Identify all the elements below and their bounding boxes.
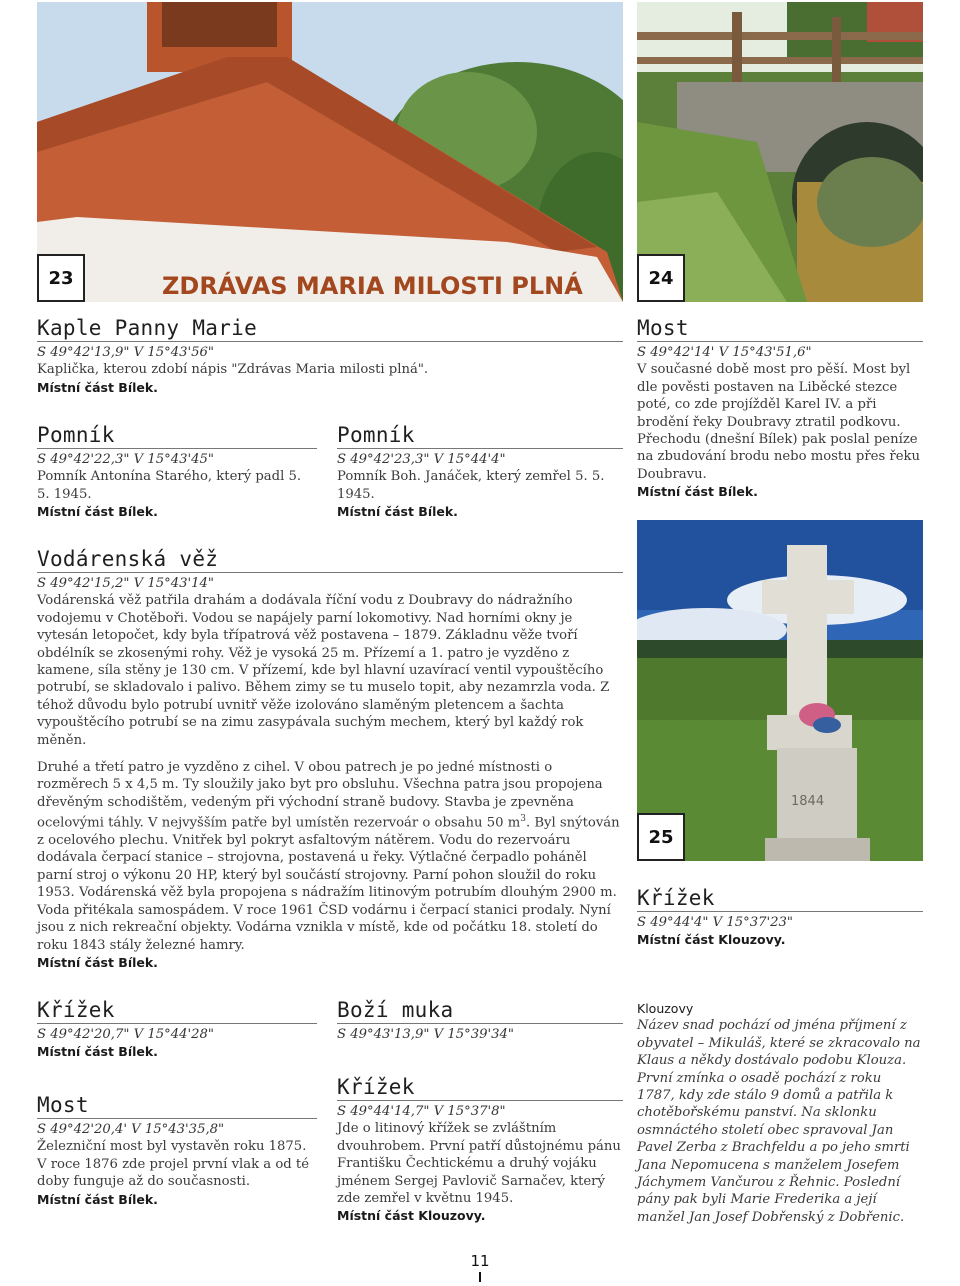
kaple-rule	[37, 341, 623, 342]
page-number-text: 11	[470, 1252, 490, 1270]
most2-rule	[37, 1118, 317, 1119]
pomnik2-title: Pomník	[337, 423, 415, 447]
krizek-kl-title: Křížek	[337, 1075, 415, 1099]
pomnik2-rule	[337, 448, 623, 449]
krizek-kl-coord: S 49°44'14,7" V 15°37'8"	[337, 1104, 506, 1119]
pomnik1-text: Pomník Antonína Starého, který padl 5. 5. 1945.	[37, 469, 302, 502]
krizek25-rule	[637, 911, 923, 912]
page-number-tick	[479, 1272, 481, 1282]
vez-paragraph-2-sup: 3	[520, 814, 526, 825]
pomnik1-location: Místní část Bílek.	[37, 504, 158, 520]
pomnik1-coord: S 49°42'22,3" V 15°43'45"	[37, 452, 214, 467]
pomnik2-location: Místní část Bílek.	[337, 504, 458, 520]
page-number	[460, 1252, 500, 1282]
krizek25-title: Křížek	[637, 886, 715, 910]
most1-section	[637, 316, 923, 501]
klouzovy-section	[637, 1000, 923, 1226]
vez-coord: S 49°42'15,2" V 15°43'14"	[37, 576, 214, 591]
pomnik2-coord: S 49°42'23,3" V 15°44'4"	[337, 452, 506, 467]
krizek-bilek-rule	[37, 1023, 317, 1024]
vez-paragraph-2b: . Byl snýtován z ocelového plechu. Vnitřek byl pokryt asfaltovým nátěrem. Vodu do rezervoáru dodávala čerpací stanice – strojovna, postavená u řeky. Výtlačné čerpadlo poháněl parní stroj o výkonu 20 HP, který byl součástí strojovny. Parní pohon sloužil do roku 1953. Vodárenská věž byla propojena s nádražím litinovým potrubím dlouhým 2900 m. Voda přitékala samospádem. V roce 1961 ČSD vodárnu i čerpací stanici prodaly. Nyní jsou z nich rekreační objekty. Vodárna vznikla v místě, kde od počátku 18. století do roku 1843 stály železné hamry.	[37, 815, 620, 953]
krizek25-section	[637, 886, 923, 949]
pomnik1-title: Pomník	[37, 423, 115, 447]
most1-title: Most	[637, 316, 689, 340]
pomnik1-section	[37, 423, 317, 521]
chapel-photo	[37, 2, 623, 302]
cross-year-text: 1844	[791, 794, 825, 809]
most1-location: Místní část Bílek.	[637, 484, 758, 500]
badge-24: 24	[637, 254, 685, 302]
vez-section	[37, 547, 623, 971]
krizek-kl-location: Místní část Klouzovy.	[337, 1208, 486, 1224]
most1-text: V současné době most pro pěší. Most byl dle pověsti postaven na Liběcké stezce poté, co zde projížděl Karel IV. a při brodění řeky Doubravy ztratil podkovu. Přechodu (dnešní Bílek) pak poslal peníze na zbudování brodu nebo mostu přes řeku Doubravu.	[637, 362, 921, 482]
chapel-sign-text: ZDRÁVAS MARIA MILOSTI PLNÁ	[162, 272, 583, 300]
vez-rule	[37, 572, 623, 573]
vez-paragraph-2a: Druhé a třetí patro je vyzděno z cihel. V obou patrech je po jedné místnosti o rozměrech 5 x 4,5 m. Ty sloužily jako byt pro obsluhu. Všechna patra jsou propojena dřevěným schodištěm, vedeným při východní straně budovy. Stavba je zpevněna ocelovými táhly. V nejvyšším patře byl umístěn rezervoár o obsahu 50 m	[37, 760, 603, 831]
krizek-bilek-section	[37, 998, 317, 1061]
vez-location: Místní část Bílek.	[37, 954, 158, 970]
vez-title: Vodárenská věž	[37, 547, 219, 571]
kaple-location: Místní část Bílek.	[37, 379, 158, 395]
most1-rule	[637, 341, 923, 342]
krizek-kl-text: Jde o litinový křížek se zvláštním dvouhrobem. První patří důstojnému pánu Františku Čechtickému a druhý vojáku jménem Sergej Pavlovič Sarnačev, který zde zemřel v květnu 1945.	[337, 1121, 621, 1207]
most2-location: Místní část Bílek.	[37, 1191, 158, 1207]
cross-photo	[637, 520, 923, 861]
krizek25-coord: S 49°44'4" V 15°37'23"	[637, 915, 793, 930]
bozi-muka-rule	[337, 1023, 623, 1024]
kaple-section	[37, 316, 623, 396]
krizek-bilek-coord: S 49°42'20,7" V 15°44'28"	[37, 1027, 214, 1042]
vez-paragraph-1: Vodárenská věž patřila drahám a dodávala říční vodu z Doubravy do nádražního vodojemu v Chotěboři. Vodou se napájely parní lokomotivy. Nad horními okny je vytesán letopočet, kdy byla třípatrová věž postavena – 1879. Základnu věže tvoří obdélník se zkosenými rohy. Věž je vysoká 25 m. Přízemí a 1. patro je vyzděno z kamene, síla stěny je 130 cm. V přízemí, kde byl hlavní uzavírací ventil vypouštěcího potrubí, se skladovalo i palivo. Během zimy se tu muselo topit, aby nezamrzla voda. Z téhož důvodu bylo potrubí uvnitř věže izolováno slaměným pletencem a šachta vypouštěcího potrubí se na zimu zasypávala suchým mechem, který byl každý rok měněn.	[37, 593, 610, 748]
kaple-title: Kaple Panny Marie	[37, 316, 258, 340]
krizek-kl-rule	[337, 1100, 623, 1101]
most2-title: Most	[37, 1093, 89, 1117]
kaple-coord: S 49°42'13,9" V 15°43'56"	[37, 345, 214, 360]
most2-coord: S 49°42'20,4' V 15°43'35,8"	[37, 1122, 225, 1137]
bozi-muka-title: Boží muka	[337, 998, 454, 1022]
krizek-bilek-location: Místní část Bílek.	[37, 1044, 158, 1060]
klouzovy-text: Název snad pochází od jména příjmení z obyvatel – Mikuláš, které se zkracovalo na Klaus a někdy dostávalo podobu Klouza. První zmínka o osadě pochází z roku 1787, kdy zde stálo 9 domů a patřila k chotěbořskému panství. Na sklonku osmnáctého století obec spravoval Jan Pavel Zerba z Brachfeldu a po jeho smrti Jana Nepomucena s manželem Josefem Jáchymem Vančurou z Řehnic. Poslední pány pak byli Marie Frederika a její manžel Jan Josef Dobřenský z Dobřenic.	[637, 1018, 921, 1225]
vez-paragraph-2	[37, 759, 623, 954]
most1-coord: S 49°42'14' V 15°43'51,6"	[637, 345, 812, 360]
badge-23: 23	[37, 254, 85, 302]
krizek25-location: Místní část Klouzovy.	[637, 932, 786, 948]
krizek-kl-section	[337, 1075, 623, 1225]
pomnik2-section	[337, 423, 623, 521]
pomnik2-text: Pomník Boh. Janáček, který zemřel 5. 5. 1945.	[337, 469, 605, 502]
most2-text: Železniční most byl vystavěn roku 1875. V roce 1876 zde projel první vlak a od té doby funguje až do současnosti.	[37, 1139, 310, 1190]
kaple-text: Kaplička, kterou zdobí nápis "Zdrávas Maria milosti plná".	[37, 362, 429, 378]
badge-25: 25	[637, 813, 685, 861]
krizek-bilek-title: Křížek	[37, 998, 115, 1022]
bozi-muka-coord: S 49°43'13,9" V 15°39'34"	[337, 1027, 514, 1042]
bozi-muka-section	[337, 998, 623, 1043]
pomnik1-rule	[37, 448, 317, 449]
most2-section	[37, 1093, 317, 1208]
klouzovy-title: Klouzovy	[637, 1001, 694, 1016]
